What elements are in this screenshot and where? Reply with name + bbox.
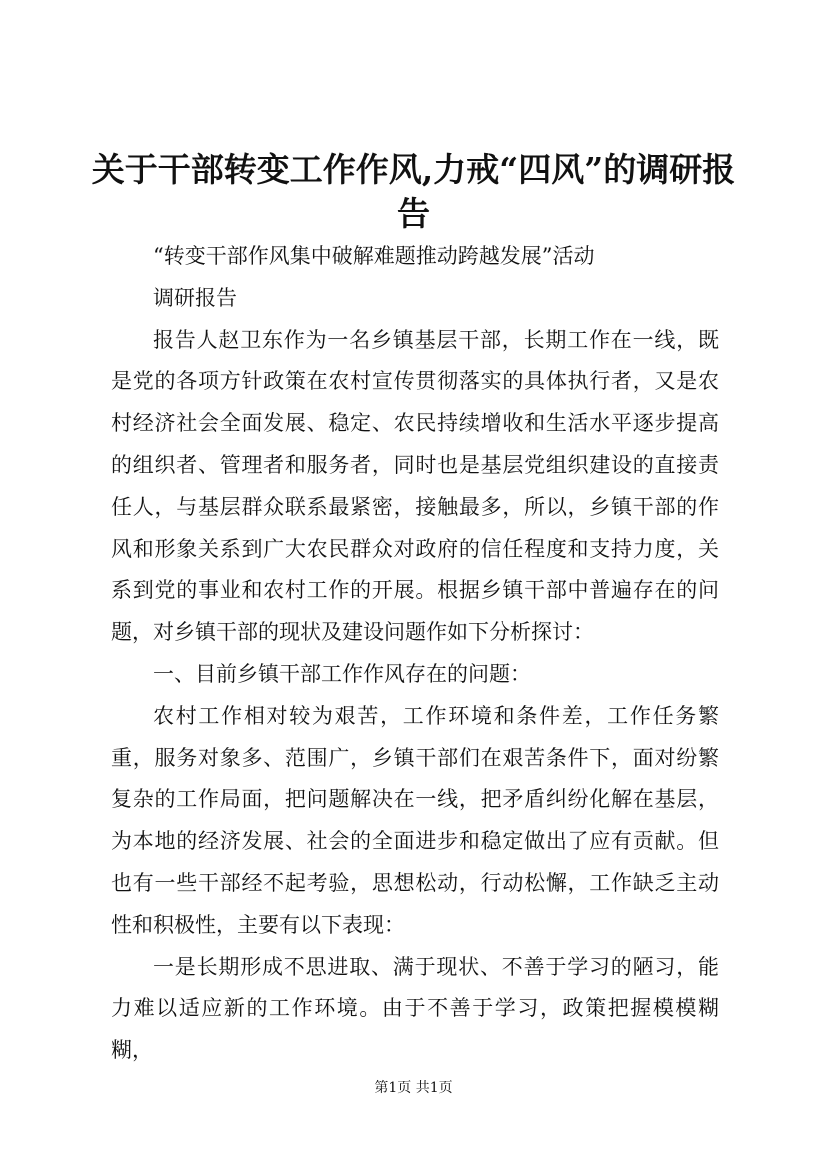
document-body <box>111 236 719 1072</box>
section-heading-problems: 一、目前乡镇干部工作作风存在的问题： <box>153 661 531 686</box>
first-issue-paragraph: 一是长期形成不思进取、满于现状、不善于学习的陋习，能力难以适应新的工作环境。由于不善于学习，政策把握模模糊糊， <box>111 954 719 1063</box>
work-conditions-paragraph: 农村工作相对较为艰苦，工作环境和条件差，工作任务繁重，服务对象多、范围广，乡镇干部们在艰苦条件下，面对纷繁复杂的工作局面，把问题解决在一线，把矛盾纠纷化解在基层，为本地的经济发展、社会的全面进步和稳定做出了应有贡献。但也有一些干部经不起考验，思想松动，行动松懈，工作缺乏主动性和积极性，主要有以下表现： <box>111 703 719 937</box>
document-title: 关于干部转变工作作风,力戒“四风”的调研报告 <box>91 150 736 233</box>
activity-name-paragraph: “转变干部作风集中破解难题推动跨越发展”活动 <box>153 244 595 268</box>
page-footer: 第1页 共1页 <box>374 1080 453 1096</box>
report-label-paragraph: 调研报告 <box>153 285 237 310</box>
intro-paragraph: 报告人赵卫东作为一名乡镇基层干部，长期工作在一线，既是党的各项方针政策在农村宣传贯彻落实的具体执行者，又是农村经济社会全面发展、稳定、农民持续增收和生活水平逐步提高的组织者、管理者和服务者，同时也是基层党组织建设的直接责任人，与基层群众联系最紧密，接触最多，所以，乡镇干部的作风和形象关系到广大农民群众对政府的信任程度和支持力度，关系到党的事业和农村工作的开展。根据乡镇干部中普遍存在的问题，对乡镇干部的现状及建设问题作如下分析探讨： <box>111 327 719 645</box>
